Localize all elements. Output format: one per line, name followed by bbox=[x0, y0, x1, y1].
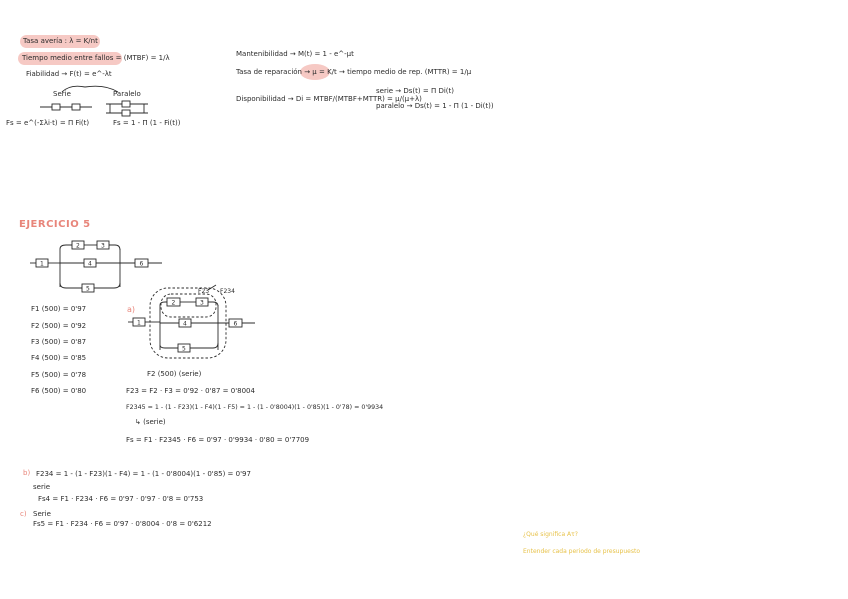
availability-formula: Disponibilidad → Di = MTBF/(MTBF+MTTR) = μ/(μ+λ) bbox=[236, 95, 422, 103]
note-answer: Entender cada periodo de presupuesto bbox=[523, 548, 640, 555]
paralelo-label: Paralelo bbox=[113, 90, 141, 98]
block-label-1b: 1 bbox=[137, 319, 141, 327]
value-f4: F4 (500) = 0'85 bbox=[31, 354, 87, 362]
serie-b: serie bbox=[33, 483, 51, 491]
block-label-6b: 6 bbox=[233, 320, 238, 328]
fs-formula-a: Fs = F1 · F2345 · F6 = 0'97 · 0'9934 · 0'80 = 0'7709 bbox=[126, 436, 310, 444]
value-f5: F5 (500) = 0'78 bbox=[31, 371, 87, 379]
block-label-3: 3 bbox=[101, 242, 105, 250]
f23-tag: F23 bbox=[198, 288, 210, 295]
fs-formula-b: Fs4 = F1 · F234 · F6 = 0'97 · 0'97 · 0'8 = 0'753 bbox=[38, 495, 204, 503]
block-label-4: 4 bbox=[88, 260, 92, 268]
availability-serie: serie → Ds(t) = Π Di(t) bbox=[376, 87, 454, 95]
serie-label: Serie bbox=[53, 90, 71, 98]
reliability-formula: Fiabilidad → F(t) = e^-λt bbox=[26, 70, 112, 78]
part-c-label: c) bbox=[20, 510, 27, 518]
value-f1: F1 (500) = 0'97 bbox=[31, 305, 87, 313]
value-f2: F2 (500) = 0'92 bbox=[31, 322, 87, 330]
block-label-6: 6 bbox=[139, 260, 144, 268]
fs-formula-c: Fs5 = F1 · F234 · F6 = 0'97 · 0'8004 · 0'8 = 0'6212 bbox=[33, 520, 212, 528]
failure-rate-formula: Tasa avería : λ = K/nt bbox=[23, 37, 98, 45]
serie-c: Serie bbox=[33, 510, 51, 518]
block-label-5: 5 bbox=[86, 285, 90, 293]
availability-paralelo: paralelo → Ds(t) = 1 - Π (1 - Di(t)) bbox=[376, 102, 494, 110]
part-b-label: b) bbox=[23, 469, 31, 477]
part-a-label: a) bbox=[127, 305, 136, 314]
block-label-2: 2 bbox=[76, 242, 80, 250]
value-f6: F6 (500) = 0'80 bbox=[31, 387, 87, 395]
f234-formula-b: F234 = 1 - (1 - F23)(1 - F4) = 1 - (1 - 0'8004)(1 - 0'85) = 0'97 bbox=[36, 470, 251, 478]
block-label-2b: 2 bbox=[171, 299, 176, 307]
maintainability-formula: Mantenibilidad → M(t) = 1 - e^-μt bbox=[236, 50, 354, 58]
block-group bbox=[36, 241, 242, 352]
f23-formula: F23 = F2 · F3 = 0'92 · 0'87 = 0'8004 bbox=[126, 387, 255, 395]
block-label-4b: 4 bbox=[183, 320, 187, 328]
block-label-5b: 5 bbox=[182, 345, 186, 353]
paralelo-formula: Fs = 1 - Π (1 - Fi(t)) bbox=[113, 119, 181, 127]
f2345-formula: F2345 = 1 - (1 - F23)(1 - F4)(1 - F5) = 1 - (1 - 0'8004)(1 - 0'85)(1 - 0'78) = 0'9934 bbox=[126, 404, 384, 411]
value-f3: F3 (500) = 0'87 bbox=[31, 338, 87, 346]
f234-tag: F234 bbox=[220, 288, 235, 295]
serie-formula: Fs = e^(-Σλi·t) = Π Fi(t) bbox=[6, 119, 90, 127]
f23-heading: F2 (500) (serie) bbox=[147, 370, 202, 378]
block-label-1: 1 bbox=[40, 260, 44, 268]
repair-rate-formula: Tasa de reparación → μ = K/t → tiempo medio de rep. (MTTR) = 1/μ bbox=[236, 68, 472, 76]
block-label-3b: 3 bbox=[200, 299, 204, 307]
mtbf-formula: Tiempo medio entre fallos = (MTBF) = 1/λ bbox=[22, 54, 170, 62]
serie-note: ↳ (serie) bbox=[135, 418, 166, 426]
exercise-title: EJERCICIO 5 bbox=[19, 219, 91, 230]
note-question: ¿Qué significa Aτ? bbox=[523, 531, 578, 538]
